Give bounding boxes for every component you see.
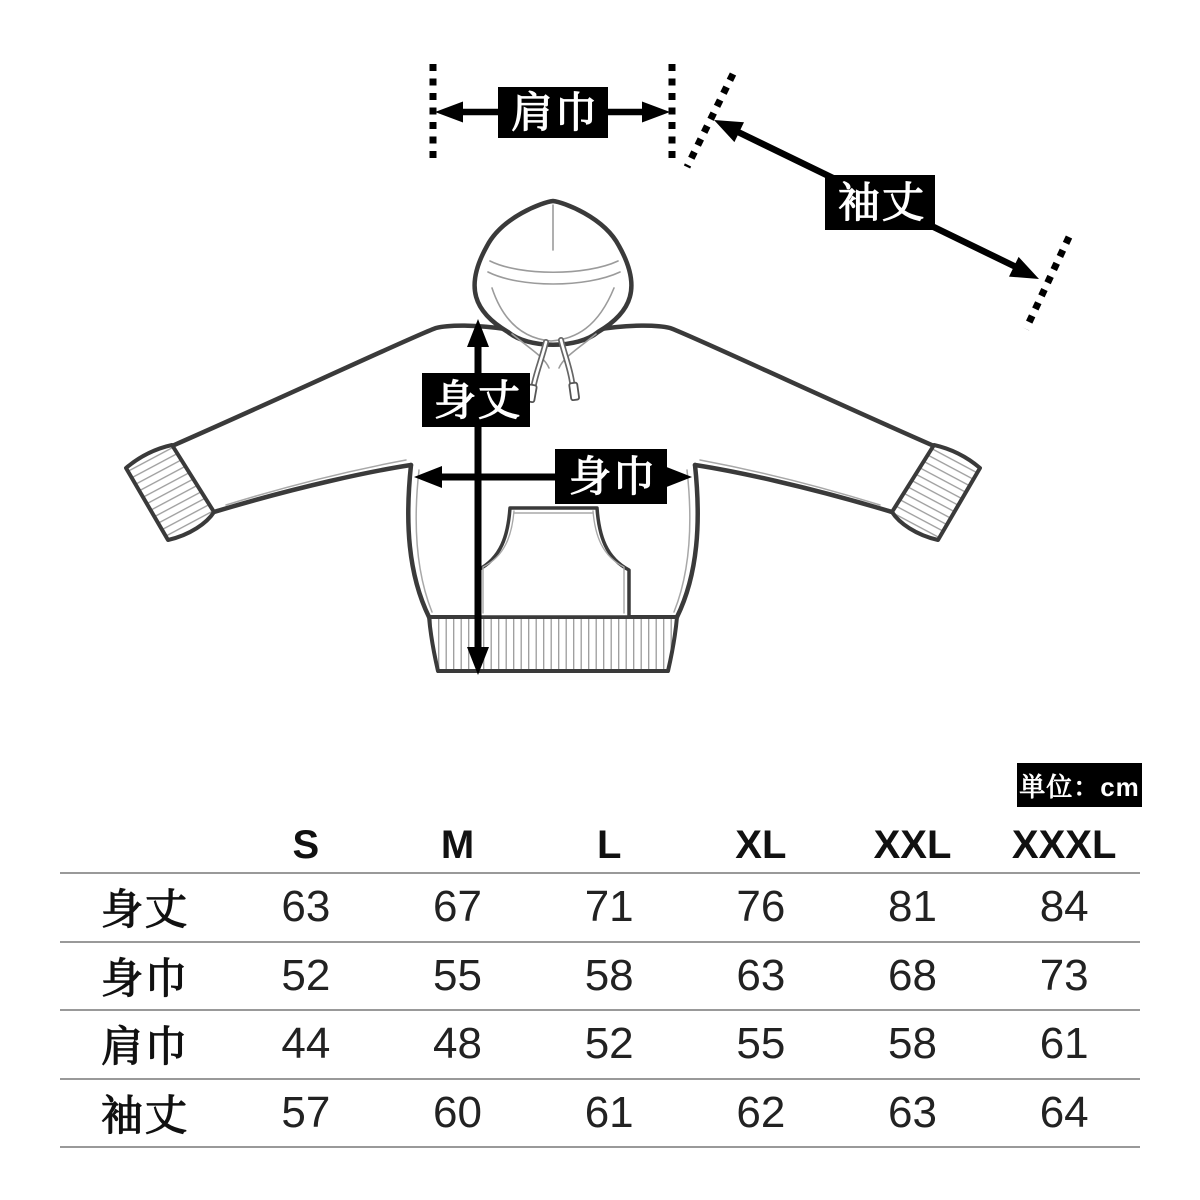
size-cell: 71: [584, 882, 634, 932]
size-cell: 84: [1039, 882, 1089, 932]
size-cell: 63: [736, 950, 786, 1000]
size-cell: 62: [736, 1087, 786, 1137]
size-cell: 76: [736, 882, 786, 932]
row-label: 肩巾: [100, 1023, 189, 1071]
size-cell: 58: [584, 950, 634, 1000]
column-header: XXL: [873, 822, 952, 867]
table-row: [60, 941, 1140, 1010]
size-cell: 67: [433, 882, 482, 932]
sleeve-length-label: 袖丈: [837, 179, 927, 226]
shoulder-width-annotation: [433, 64, 672, 162]
size-cell: 63: [888, 1087, 937, 1137]
size-cell: 57: [281, 1087, 331, 1137]
table-row: [60, 872, 1140, 941]
size-cell: 73: [1039, 950, 1089, 1000]
size-cell: 44: [281, 1019, 331, 1069]
sleeve-lower-tick: [1026, 237, 1069, 329]
table-row: [60, 1078, 1140, 1149]
body-width-label: 身巾: [568, 453, 658, 500]
size-cell: 81: [888, 882, 937, 932]
size-cell: 60: [433, 1087, 482, 1137]
body-length-label: 身丈: [433, 377, 523, 424]
column-header: L: [596, 822, 622, 867]
size-cell: 55: [433, 950, 482, 1000]
size-cell: 64: [1039, 1087, 1089, 1137]
column-header: M: [440, 822, 475, 867]
shoulder-width-label: 肩巾: [510, 89, 600, 136]
row-label: 身丈: [100, 886, 189, 934]
column-header: XL: [735, 822, 787, 867]
hem-band: [429, 617, 677, 671]
column-header: S: [292, 822, 320, 867]
column-header: XXXL: [1011, 822, 1117, 867]
size-cell: 55: [736, 1019, 786, 1069]
table-row: [60, 1009, 1140, 1078]
row-label: 身巾: [100, 954, 189, 1002]
size-cell: 61: [1039, 1019, 1089, 1069]
size-cell: 61: [584, 1087, 634, 1137]
size-cell: 63: [281, 882, 331, 932]
unit-badge-text: 単位：cm: [1019, 771, 1140, 802]
size-cell: 52: [584, 1019, 634, 1069]
size-cell: 52: [281, 950, 331, 1000]
row-label: 袖丈: [100, 1091, 189, 1139]
sleeve-upper-tick: [687, 74, 733, 167]
size-cell: 58: [888, 1019, 937, 1069]
hoodie-illustration: [126, 201, 980, 671]
size-table: [60, 818, 1140, 1148]
sleeve-length-annotation: [687, 74, 1069, 329]
size-table-header: [60, 818, 1140, 872]
unit-badge: [1017, 763, 1142, 807]
size-cell: 48: [433, 1019, 482, 1069]
right-aglet: [569, 382, 579, 400]
size-cell: 68: [888, 950, 937, 1000]
